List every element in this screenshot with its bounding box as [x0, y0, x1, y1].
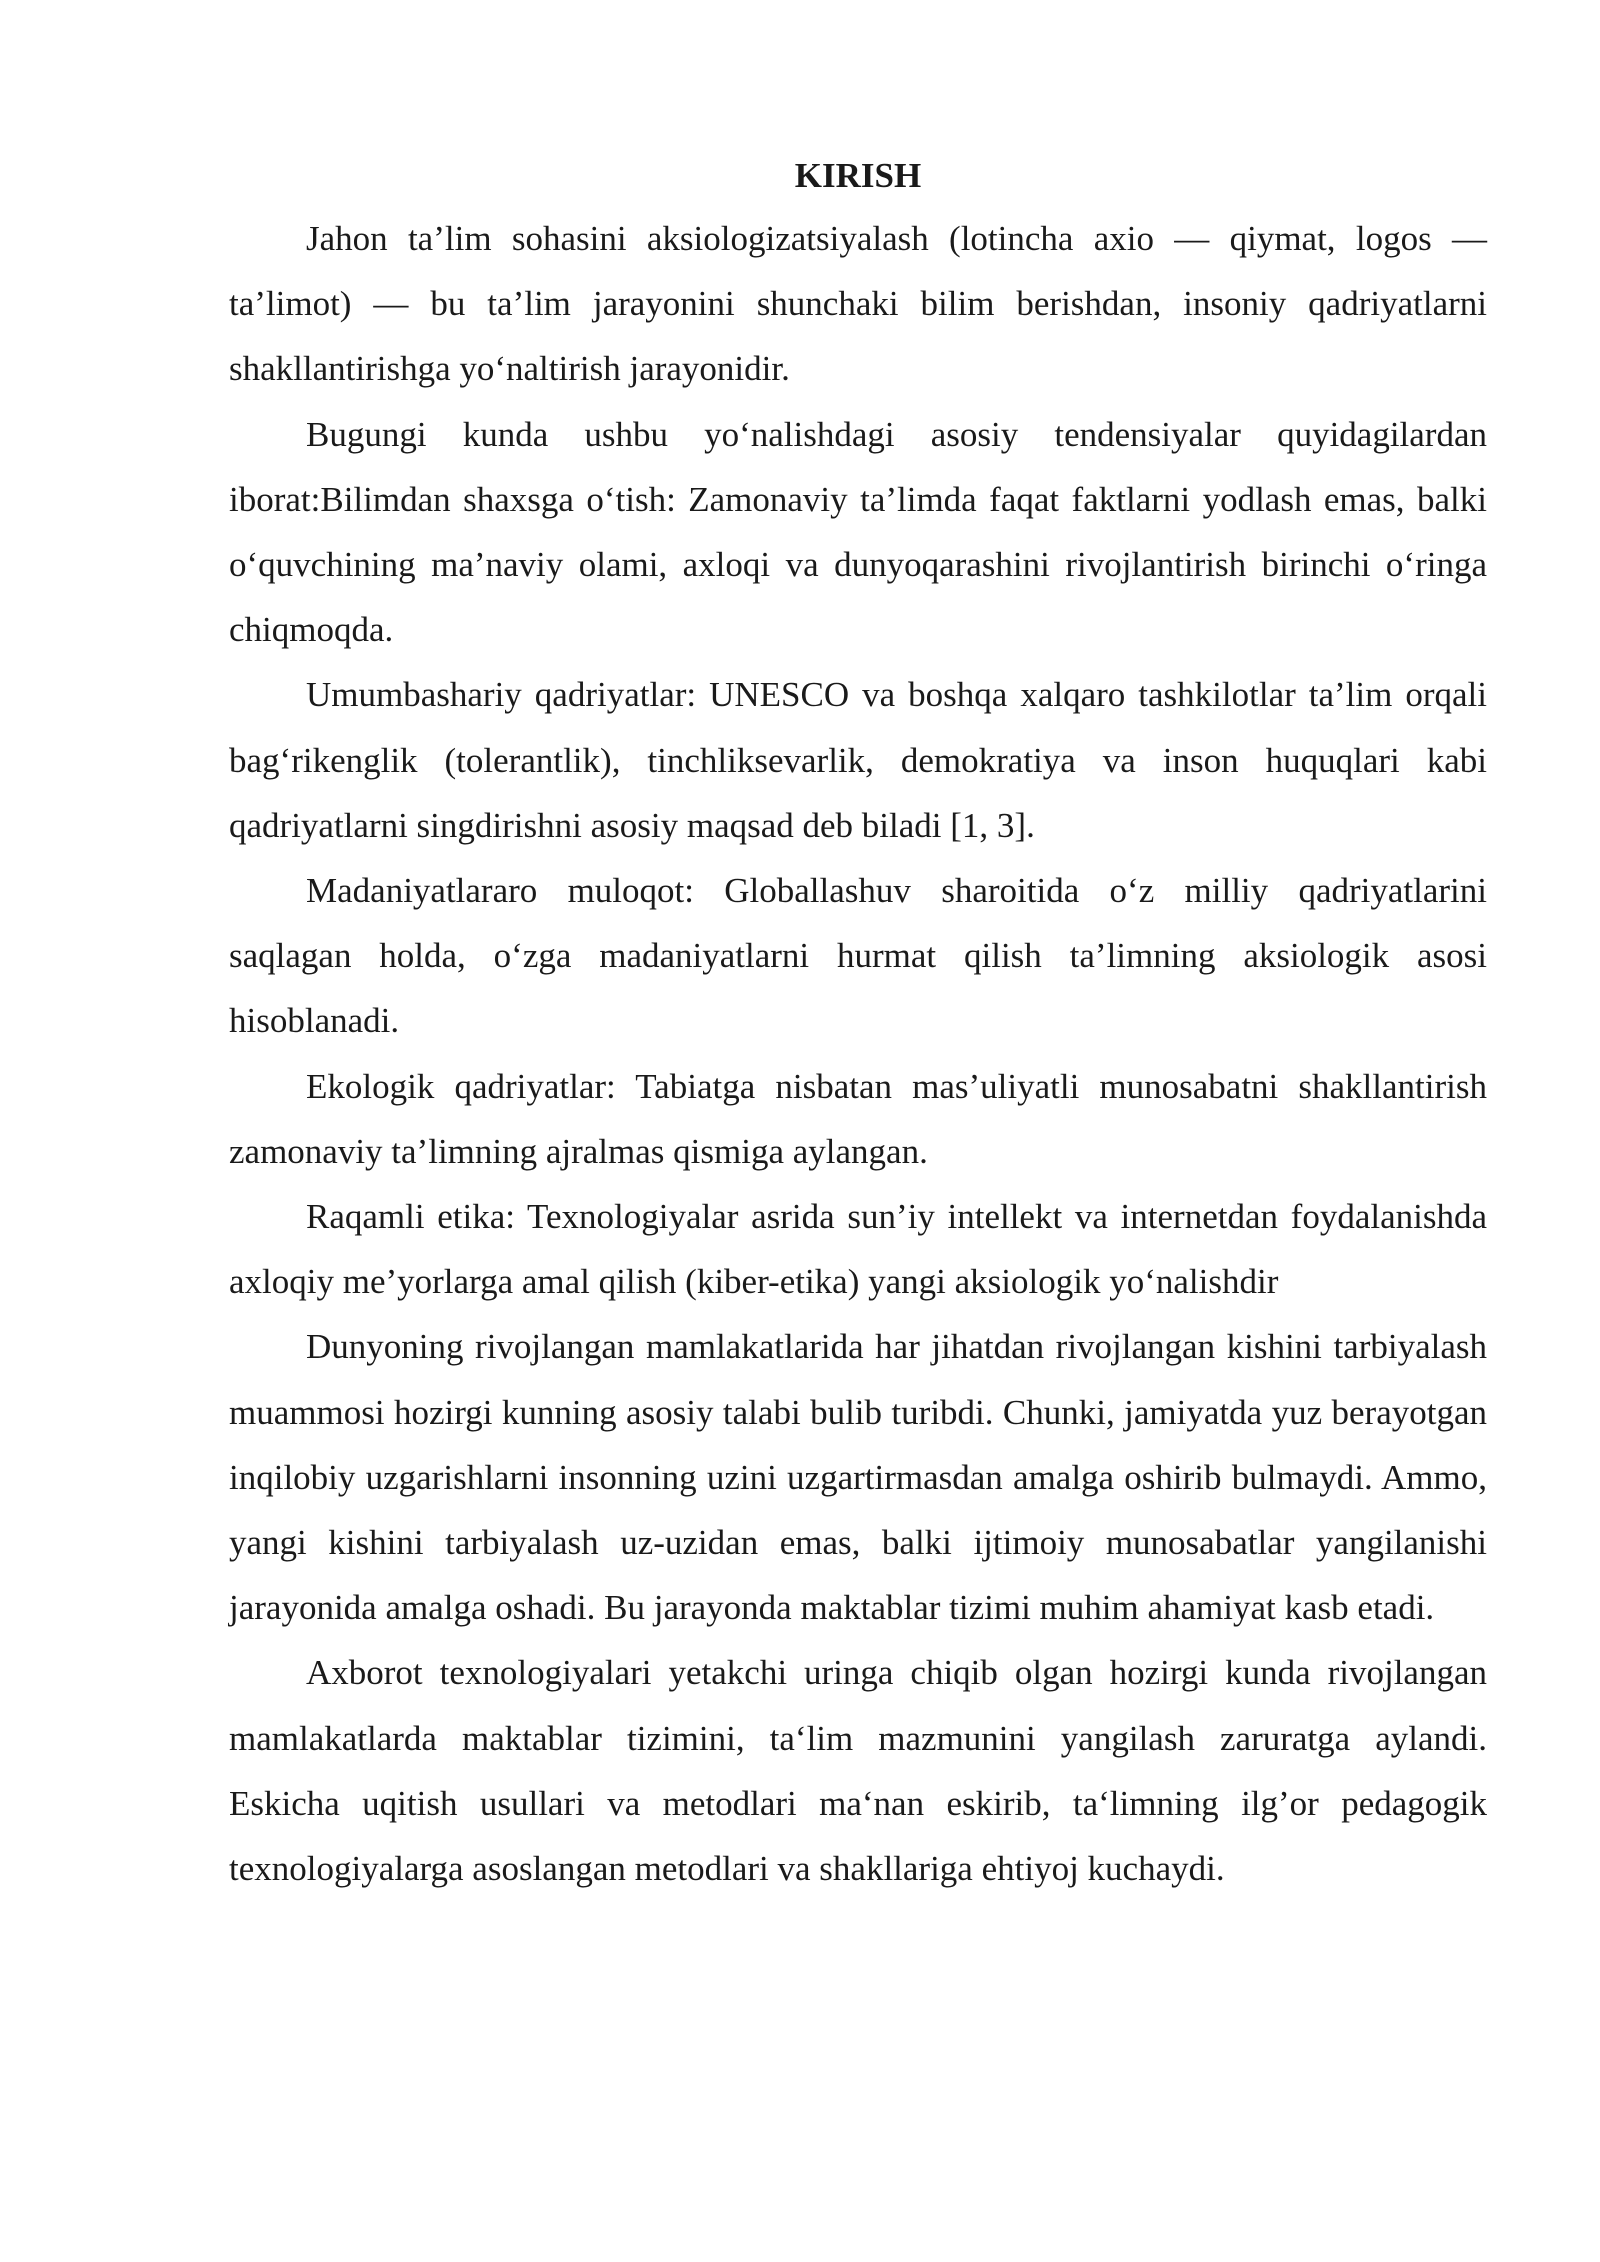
paragraph-trends: Bugungi kunda ushbu yo‘nalishdagi asosiy tendensiyalar quyidagilardan iborat:Bilimdan shaxsga o‘tish: Zamonaviy ta’limda faqat faktlarni yodlash emas, balki o‘quvchining ma’naviy olami, axloqi va dunyoqarashini rivojlantirish birinchi o‘ringa chiqmoqda.: [229, 414, 1487, 650]
page-title: KIRISH: [794, 156, 922, 195]
paragraph-ecological: Ekologik qadriyatlar: Tabiatga nisbatan mas’uliyatli munosabatni shakllantirish zamonaviy ta’limning ajralmas qismiga aylangan.: [229, 1066, 1487, 1171]
paragraph-digital-ethics: Raqamli etika: Texnologiyalar asrida sun’iy intellekt va internetdan foydalanishda axloqiy me’yorlarga amal qilish (kiber-etika) yangi aksiologik yo‘nalishdir: [229, 1197, 1487, 1302]
paragraph-developed-countries: Dunyoning rivojlangan mamlakatlarida har jihatdan rivojlangan kishini tarbiyalash muammosi hozirgi kunning asosiy talabi bulib turibdi. Chunki, jamiyatda yuz berayotgan inqilobiy uzgarishlarni insonning uzini uzgartirmasdan amalga oshirib bulmaydi. Ammo, yangi kishini tarbiyalash uz-uzidan emas, balki ijtimoiy munosabatlar yangilanishi jarayonida amalga oshadi. Bu jarayonda maktablar tizimi muhim ahamiyat kasb etadi.: [229, 1327, 1487, 1628]
paragraph-universal-values: Umumbashariy qadriyatlar: UNESCO va boshqa xalqaro tashkilotlar ta’lim orqali bag‘rikenglik (tolerantlik), tinchliksevarlik, demokratiya va inson huquqlari kabi qadriyatlarni singdirishni asosiy maqsad deb biladi [1, 3].: [229, 675, 1487, 845]
paragraph-information-technologies: Axborot texnologiyalari yetakchi uringa chiqib olgan hozirgi kunda rivojlangan mamlakatlarda maktablar tizimini, ta‘lim mazmunini yangilash zaruratga aylandi. Eskicha uqitish usullari va metodlari ma‘nan eskirib, ta‘limning ilg’or pedagogik texnologiyalarga asoslangan metodlari va shakllariga ehtiyoj kuchaydi.: [229, 1653, 1487, 1889]
paragraph-intercultural: Madaniyatlararo muloqot: Globallashuv sharoitida o‘z milliy qadriyatlarini saqlagan holda, o‘zga madaniyatlarni hurmat qilish ta’limning aksiologik asosi hisoblanadi.: [229, 871, 1487, 1041]
page-content: [229, 146, 1487, 1901]
paragraph-definition: Jahon ta’lim sohasini aksiologizatsiyalash (lotincha axio — qiymat, logos — ta’limot) — bu ta’lim jarayonini shunchaki bilim berishdan, insoniy qadriyatlarni shakllantirishga yo‘naltirish jarayonidir.: [229, 219, 1487, 389]
